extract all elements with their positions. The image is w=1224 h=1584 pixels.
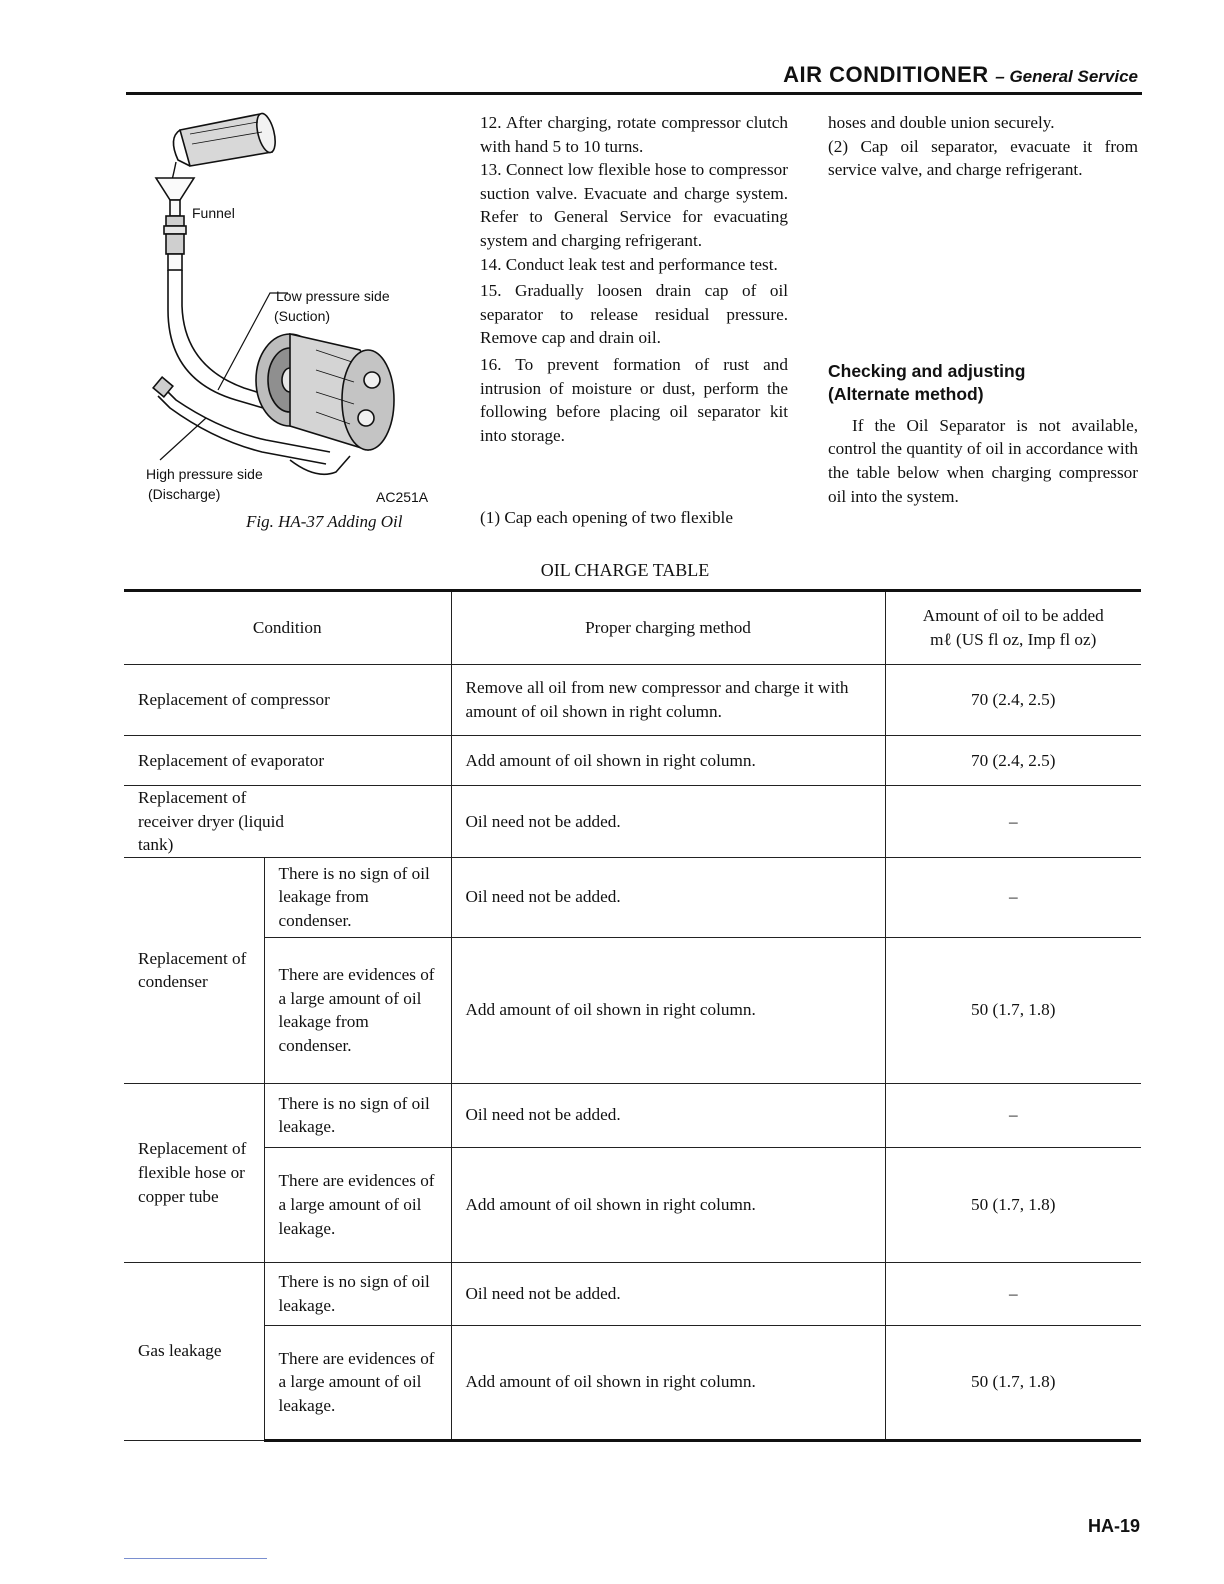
cell-method: Remove all oil from new compressor and charge it with amount of oil shown in right column. <box>451 665 885 736</box>
table-row <box>124 1262 1141 1325</box>
figure-code: AC251A <box>376 489 429 505</box>
cell-condition-group: Replacement of flexible hose or copper tube <box>124 1083 264 1262</box>
sub-item-2: (2) Cap oil separator, evacuate it from service valve, and charge refrigerant. <box>828 136 1138 180</box>
cell-condition-group: Replacement of condenser <box>124 857 264 1083</box>
text-column-right <box>828 111 1138 508</box>
cell-amount: – <box>885 857 1141 937</box>
page-header <box>783 62 1138 88</box>
cell-condition: Replacement of evaporator <box>124 736 451 786</box>
header-amount-line1: Amount of oil to be added <box>922 606 1104 626</box>
header-amount-line2: mℓ (US fl oz, Imp fl oz) <box>930 630 1097 649</box>
cell-method: Oil need not be added. <box>451 857 885 937</box>
cell-sub-condition: There is no sign of oil leakage. <box>264 1083 451 1147</box>
figure-caption: Fig. HA-37 Adding Oil <box>246 512 403 531</box>
cell-sub-condition: There are evidences of a large amount of oil leakage from condenser. <box>264 937 451 1083</box>
label-high-side-paren: (Discharge) <box>148 486 221 502</box>
cell-method: Add amount of oil shown in right column. <box>451 1325 885 1440</box>
cell-amount: – <box>885 786 1141 858</box>
section-heading: Checking and adjusting (Alternate method) <box>828 360 1026 404</box>
cell-amount: – <box>885 1083 1141 1147</box>
cell-method: Add amount of oil shown in right column. <box>451 736 885 786</box>
cell-method: Add amount of oil shown in right column. <box>451 1147 885 1262</box>
label-low-side: Low pressure side <box>276 288 390 304</box>
table-row <box>124 1083 1141 1147</box>
cell-method: Add amount of oil shown in right column. <box>451 937 885 1083</box>
step-13: 13. Connect low flexible hose to compressor suction valve. Evacuate and charge system. Refer to General Service for evacuating system and charging refrigerant. <box>480 160 788 250</box>
text-column-middle <box>480 111 788 447</box>
cell-condition-group: Gas leakage <box>124 1262 264 1440</box>
cell-method: Oil need not be added. <box>451 1262 885 1325</box>
label-funnel: Funnel <box>192 205 235 221</box>
step-16-sub-1: (1) Cap each opening of two flexible <box>480 508 733 527</box>
table-row <box>124 937 1141 1083</box>
header-title: AIR CONDITIONER <box>783 62 989 87</box>
cell-method: Oil need not be added. <box>451 786 885 858</box>
cell-condition: Replacement of receiver dryer (liquid tank) <box>124 786 451 858</box>
table-title: OIL CHARGE TABLE <box>540 560 710 580</box>
oil-charge-table <box>124 589 1141 1442</box>
cell-sub-condition: There is no sign of oil leakage from condenser. <box>264 857 451 937</box>
cell-amount: 70 (2.4, 2.5) <box>885 665 1141 736</box>
compressor-icon <box>256 334 394 450</box>
cell-sub-condition: There are evidences of a large amount of oil leakage. <box>264 1325 451 1440</box>
cell-amount: 50 (1.7, 1.8) <box>885 1147 1141 1262</box>
sub-1-continued: hoses and double union securely. <box>828 113 1055 132</box>
cell-amount: 70 (2.4, 2.5) <box>885 736 1141 786</box>
oil-can-icon <box>172 112 279 180</box>
cell-amount: – <box>885 1262 1141 1325</box>
cell-method: Oil need not be added. <box>451 1083 885 1147</box>
table-row <box>124 786 1141 858</box>
header-rule <box>126 92 1142 95</box>
header-condition: Condition <box>124 591 451 665</box>
cell-condition: Replacement of compressor <box>124 665 451 736</box>
table-row <box>124 665 1141 736</box>
compressor-illustration <box>140 100 450 512</box>
header-subtitle: – General Service <box>995 67 1138 86</box>
table-row <box>124 1147 1141 1262</box>
footer-rule <box>124 1558 267 1559</box>
step-16: 16. To prevent formation of rust and intrusion of moisture or dust, perform the following before placing oil separator kit into storage. <box>480 354 788 445</box>
table-row <box>124 857 1141 937</box>
label-high-side: High pressure side <box>146 466 263 482</box>
funnel-icon <box>156 178 194 270</box>
page-number: HA-19 <box>1087 1516 1140 1536</box>
cell-amount: 50 (1.7, 1.8) <box>885 1325 1141 1440</box>
cell-amount: 50 (1.7, 1.8) <box>885 937 1141 1083</box>
step-15: 15. Gradually loosen drain cap of oil separator to release residual pressure. Remove cap and drain oil. <box>480 281 788 348</box>
step-12: 12. After charging, rotate compressor clutch with hand 5 to 10 turns. <box>480 113 788 156</box>
header-amount <box>885 591 1141 665</box>
label-low-side-paren: (Suction) <box>274 308 331 324</box>
leader-high-side <box>160 418 206 460</box>
table-header-row <box>124 591 1141 665</box>
step-14: 14. Conduct leak test and performance test. <box>480 254 778 274</box>
table-row <box>124 1325 1141 1440</box>
cell-sub-condition: There is no sign of oil leakage. <box>264 1262 451 1325</box>
cell-sub-condition: There are evidences of a large amount of oil leakage. <box>264 1147 451 1262</box>
header-method: Proper charging method <box>451 591 885 665</box>
figure-adding-oil <box>140 100 450 512</box>
section-paragraph: If the Oil Separator is not available, control the quantity of oil in accordance with the table below when charging compressor oil into the system. <box>828 415 1138 506</box>
table-row <box>124 736 1141 786</box>
